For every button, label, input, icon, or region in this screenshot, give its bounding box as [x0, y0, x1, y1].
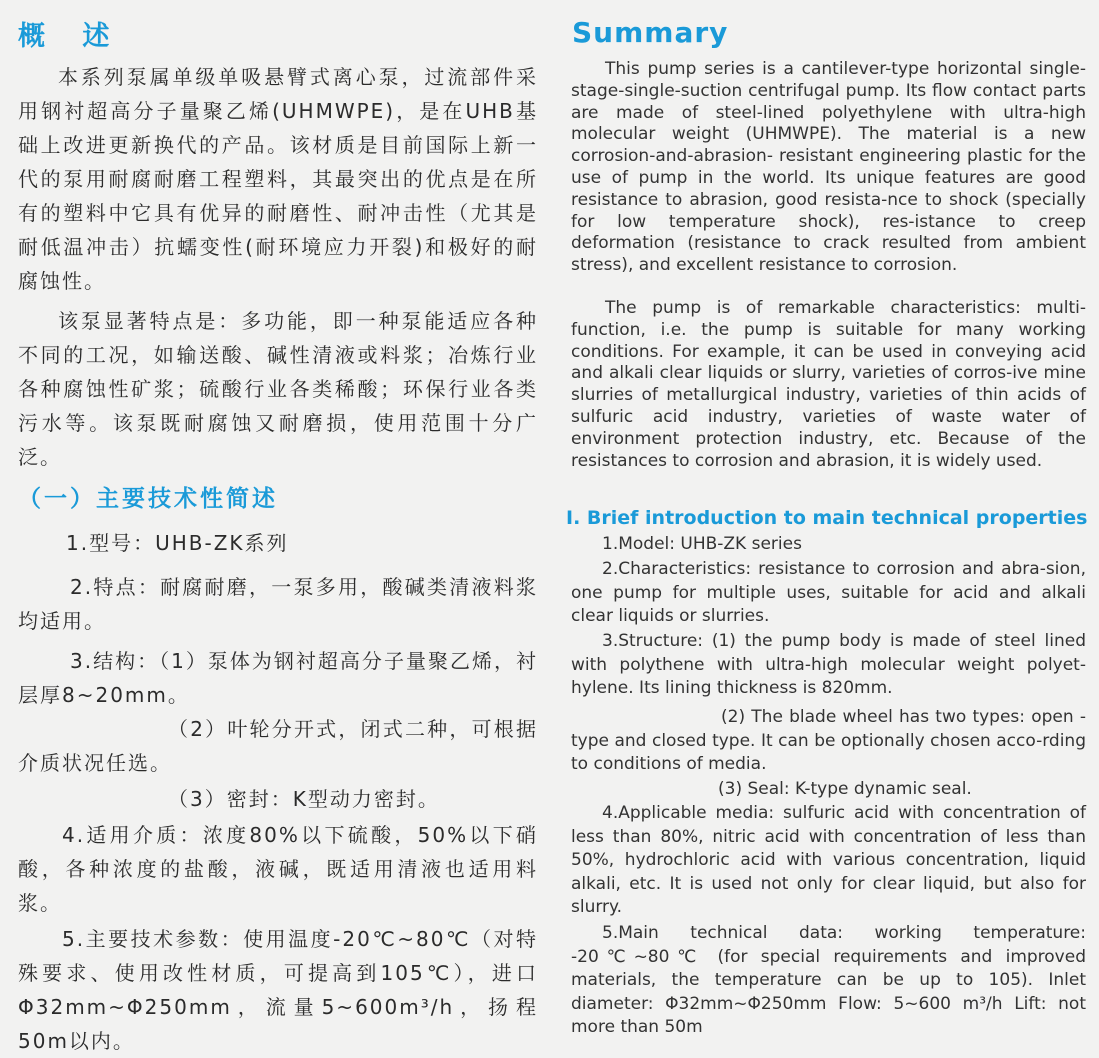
en-section-title: I. Brief introduction to main technical properties — [566, 507, 1088, 529]
cn-structure-2: （2）叶轮分开式，闭式二种，可根据介质状况任选。 — [18, 717, 538, 775]
cn-section-title: （一）主要技术性简述 — [18, 486, 278, 512]
en-structure-3: (3) Seal: K-type dynamic seal. — [718, 779, 972, 799]
en-intro-paragraph-1: This pump series is a cantilever-type horizontal single-stage-single-suction centrifugal pump. Its flow contact parts are made of steel-lined polyethylene with ultra-high molecular weight (UHMWPE). The material is a new corrosion-and-abrasion- resistant engineering plastic for the use of pump in the world. Its unique features are good resistance to abrasion, good resista-nce to shock (specially for low temperature shock), res-istance to creep deformation (resistance to crack resulted from ambient stress), and excellent resistance to corrosion. — [571, 59, 1086, 276]
en-intro-paragraph-2: The pump is of remarkable characteristics: multi-function, i.e. the pump is suitable for many working conditions. For example, it can be used in conveying acid and alkali clear liquids or slurry, varieties of corros-ive mine slurries of metallurgical industry, varieties of thin acids of sulfuric acid industry, varieties of waste water of environment protection industry, etc. Because of the resistances to corrosion and abrasion, it is widely used. — [571, 298, 1086, 471]
en-params: 5.Main technical data: working temperature: -20℃~80℃ (for special requirements and improved materials, the temperature can be up to 105). Inlet diameter: Φ32mm~Φ250mm Flow: 5~600 m³/h Lift: not more than 50m — [571, 923, 1086, 1037]
cn-model: 1.型号：UHB-ZK系列 — [66, 531, 289, 555]
cn-structure-3: （3）密封：K型动力密封。 — [168, 787, 440, 811]
en-features: 2.Characteristics: resistance to corrosion and abra-sion, one pump for multiple uses, suitable for acid and alkali clear liquids or slurries. — [571, 559, 1086, 626]
cn-heading: 概 述 — [18, 21, 124, 52]
en-structure-2: (2) The blade wheel has two types: open -type and closed type. It can be optionally chosen acco-rding to conditions of media. — [571, 707, 1086, 774]
en-model: 1.Model: UHB-ZK series — [602, 534, 802, 554]
cn-features: 2.特点：耐腐耐磨，一泵多用，酸碱类清液料浆均适用。 — [18, 575, 538, 633]
cn-media: 4.适用介质：浓度80%以下硫酸，50%以下硝酸，各种浓度的盐酸，液碱，既适用清液也适用料浆。 — [18, 823, 538, 915]
cn-intro-paragraph-1: 本系列泵属单级单吸悬臂式离心泵，过流部件采用钢衬超高分子量聚乙烯(UHMWPE)，是在UHB基础上改进更新换代的产品。该材质是目前国际上新一代的泵用耐腐耐磨工程塑料，其最突出的优点是在所有的塑料中它具有优异的耐磨性、耐冲击性（尤其是耐低温冲击）抗蠕变性(耐环境应力开裂)和极好的耐腐蚀性。 — [18, 65, 538, 293]
cn-params: 5.主要技术参数：使用温度-20℃~80℃（对特殊要求、使用改性材质，可提高到105℃），进口Φ32mm~Φ250mm，流量5~600m³/h，扬程50m以内。 — [18, 927, 538, 1053]
en-media: 4.Applicable media: sulfuric acid with concentration of less than 80%, nitric acid with concentration of less than 50%, hydrochloric acid with various concentration, liquid alkali, etc. It is used not only for clear liquid, but also for slurry. — [571, 803, 1086, 917]
cn-structure-1: 3.结构：（1）泵体为钢衬超高分子量聚乙烯，衬层厚8~20mm。 — [18, 649, 538, 707]
en-heading: Summary — [572, 16, 729, 49]
cn-intro-paragraph-2: 该泵显著特点是：多功能，即一种泵能适应各种不同的工况，如输送酸、碱性清液或料浆；冶炼行业各种腐蚀性矿浆；硫酸行业各类稀酸；环保行业各类污水等。该泵既耐腐蚀又耐磨损，使用范围十分广泛。 — [18, 309, 538, 469]
en-structure-1: 3.Structure: (1) the pump body is made of steel lined with polythene with ultra-high molecular weight polyet-hylene. Its lining thickness is 820mm. — [571, 631, 1086, 698]
